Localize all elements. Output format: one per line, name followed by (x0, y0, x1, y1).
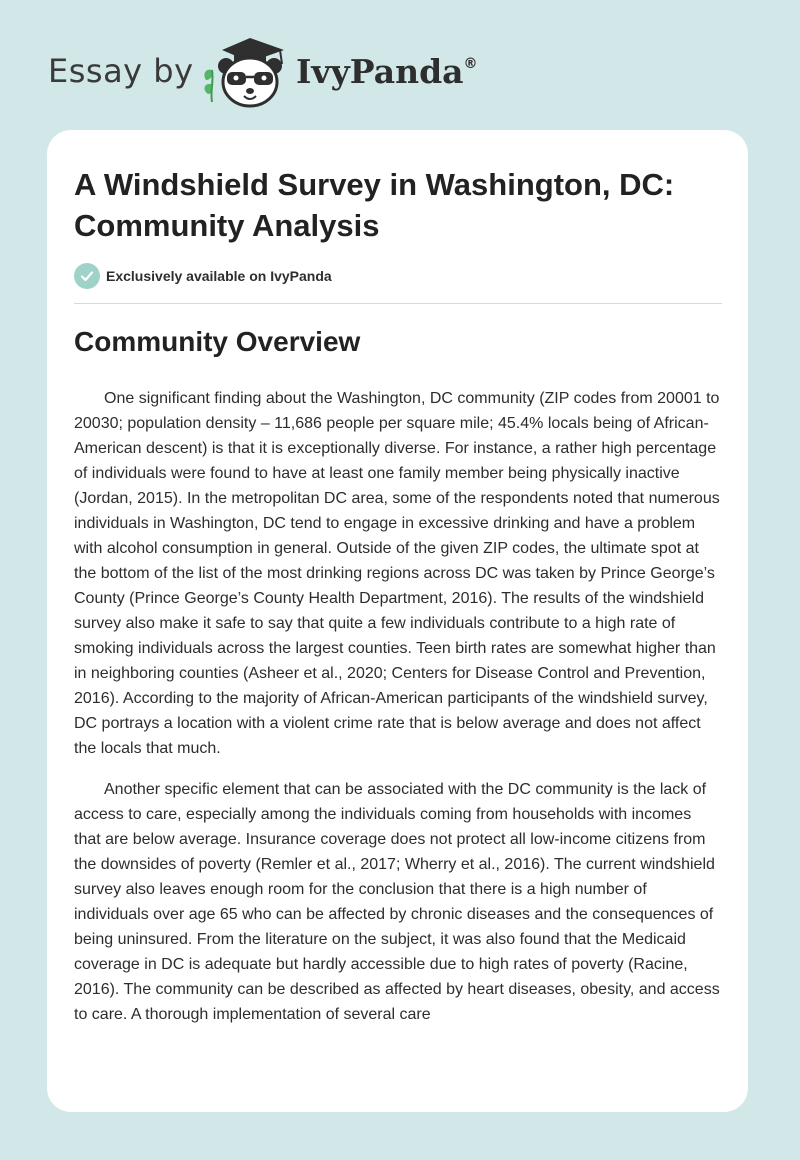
badge-text: Exclusively available on IvyPanda (106, 268, 332, 284)
registered-mark: ® (463, 56, 478, 72)
checkmark-icon (74, 263, 100, 289)
paragraph: Another specific element that can be associated with the DC community is the lack of access to care, especially among the individuals coming from households with incomes that are below average. Insurance coverage does not protect all low-income citizens from the downsides of poverty (Remler et al., 2017; Wherry et al., 2016). The current windshield survey also leaves enough room for the conclusion that there is a high number of individuals over age 65 who can be affected by chronic diseases and the consequences of being uninsured. From the literature on the subject, it was also found that the Medicaid coverage in DC is adequate but hardly accessible due to high rates of poverty (Racine, 2016). The community can be described as affected by heart diseases, obesity, and access to care. A thorough implementation of several care (74, 781, 720, 1023)
section-heading: Community Overview (74, 326, 361, 357)
article-card (47, 130, 748, 1112)
brand-name-text: IvyPanda (296, 52, 464, 91)
brand-name[interactable] (296, 52, 478, 91)
brand-prefix: Essay by (48, 52, 194, 90)
divider (74, 303, 722, 304)
exclusive-badge (74, 263, 332, 289)
panda-logo-icon[interactable] (200, 36, 292, 108)
article-title: A Windshield Survey in Washington, DC: Community Analysis (74, 167, 675, 243)
article-body (74, 386, 722, 1043)
site-header (0, 0, 800, 130)
paragraph: One significant finding about the Washington, DC community (ZIP codes from 20001 to 20030; population density – 11,686 people per square mile; 45.4% locals being of African-American descent) is that it is exceptionally diverse. For instance, a rather high percentage of individuals were found to have at least one family member being physically inactive (Jordan, 2015). In the metropolitan DC area, some of the respondents noted that numerous individuals in Washington, DC tend to engage in excessive drinking and have a problem with alcohol consumption in general. Outside of the given ZIP codes, the ultimate spot at the bottom of the list of the most drinking regions across DC was taken by Prince George’s County (Prince George’s County Health Department, 2016). The results of the windshield survey also make it safe to say that quite a few individuals contribute to a high rate of smoking individuals across the largest counties. Teen birth rates are somewhat higher than in neighboring counties (Asheer et al., 2020; Centers for Disease Control and Prevention, 2016). According to the majority of African-American participants of the windshield survey, DC portrays a location with a violent crime rate that is below average and does not affect the locals that much. (74, 390, 720, 757)
